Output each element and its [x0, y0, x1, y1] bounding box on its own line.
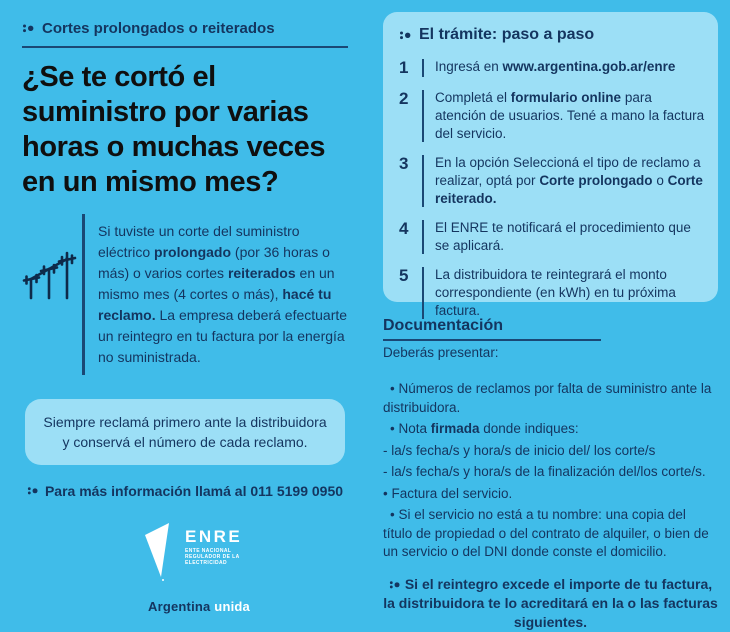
step-row	[399, 58, 706, 78]
step-text: Ingresá en www.argentina.gob.ar/enre	[435, 59, 676, 74]
page-title: ¿Se te cortó el suministro por varias horas o muchas veces en un mismo mes?	[22, 61, 326, 198]
kicker-label: Cortes prolongados o reiterados	[42, 20, 275, 37]
left-column	[22, 20, 348, 614]
step-text: Completá el formulario online para atención de usuarios. Tené a mano la factura del servicio.	[435, 90, 705, 141]
step-text: En la opción Seleccioná el tipo de reclamo a realizar, optá por Corte prolongado o Corte reiterado.	[435, 155, 703, 206]
step-divider	[422, 155, 424, 207]
right-column	[383, 12, 718, 632]
step-text: La distribuidora te reintegrará el monto correspondiente (en kWh) en tu próxima factura.	[435, 267, 676, 318]
dots-bullet-icon	[399, 29, 412, 42]
enre-logo-name: ENRE	[185, 527, 243, 546]
wordmark-argentina: Argentina	[148, 599, 211, 614]
callout-text: Siempre reclamá primero ante la distribuidora y conservá el número de cada reclamo.	[43, 414, 327, 450]
documentation-list	[383, 380, 718, 562]
steps-panel-title: El trámite: paso a paso	[419, 26, 595, 43]
step-row	[399, 266, 706, 320]
callout-box	[25, 399, 345, 465]
doc-item: - la/s fecha/s y hora/s de la finalización del/los corte/s.	[383, 464, 706, 479]
steps-list	[399, 58, 706, 320]
doc-item: • Números de reclamos por falta de suministro ante la distribuidora.	[383, 381, 712, 415]
dots-bullet-icon	[27, 485, 39, 497]
kicker	[22, 20, 348, 37]
step-divider	[422, 267, 424, 319]
step-text: El ENRE te notificará el procedimiento que se aplicará.	[435, 220, 691, 253]
kicker-underline	[22, 46, 348, 48]
step-divider	[422, 59, 424, 77]
step-divider	[422, 90, 424, 142]
doc-item: • Factura del servicio.	[383, 485, 513, 501]
intro-text: Si tuviste un corte del suministro eléctrico prolongado (por 36 horas o más) o varios cortes reiterados en un mismo mes (4 cortes o más), hacé tu reclamo. La empresa deberá efectuarte un reintegro en tu factura por la energía no suministrada.	[98, 223, 348, 365]
intro-block	[22, 214, 348, 375]
intro-divider	[82, 214, 85, 375]
step-row	[399, 89, 706, 143]
power-lines-icon	[22, 250, 78, 300]
documentation-subtitle: Deberás presentar:	[383, 345, 499, 360]
step-number: 2	[399, 89, 409, 108]
argentina-unida-wordmark	[148, 599, 348, 614]
steps-panel	[383, 12, 718, 318]
doc-item: • Nota firmada donde indiques:	[390, 421, 579, 436]
documentation-section	[383, 317, 718, 632]
step-number: 4	[399, 219, 409, 238]
enre-logo-text	[185, 528, 249, 566]
enre-flag-icon	[142, 521, 176, 581]
reintegro-note	[383, 575, 718, 632]
steps-panel-header	[399, 26, 706, 44]
step-number: 1	[399, 58, 409, 77]
wordmark-unida: unida	[214, 599, 250, 614]
enre-logo	[142, 521, 348, 581]
step-number: 3	[399, 154, 409, 173]
step-number: 5	[399, 266, 409, 285]
reintegro-note-text: Si el reintegro excede el importe de tu factura, la distribuidora te lo acreditará en la o las facturas siguientes.	[383, 575, 718, 630]
doc-item: - la/s fecha/s y hora/s de inicio del/ los corte/s	[383, 442, 656, 458]
step-row	[399, 219, 706, 255]
step-row	[399, 154, 706, 208]
phone-info	[22, 483, 348, 499]
documentation-title: Documentación	[383, 317, 601, 341]
doc-item: • Si el servicio no está a tu nombre: una copia del título de propiedad o del contrato de alquiler, o bien de un servicio o del DNI donde conste el domicilio.	[383, 507, 709, 559]
dots-bullet-icon	[22, 22, 35, 35]
enre-logo-subtitle: ENTE NACIONAL REGULADOR DE LA ELECTRICIDAD	[185, 548, 240, 566]
phone-text: Para más información llamá al 011 5199 0950	[44, 483, 344, 499]
dots-bullet-icon	[389, 579, 401, 591]
step-divider	[422, 220, 424, 254]
